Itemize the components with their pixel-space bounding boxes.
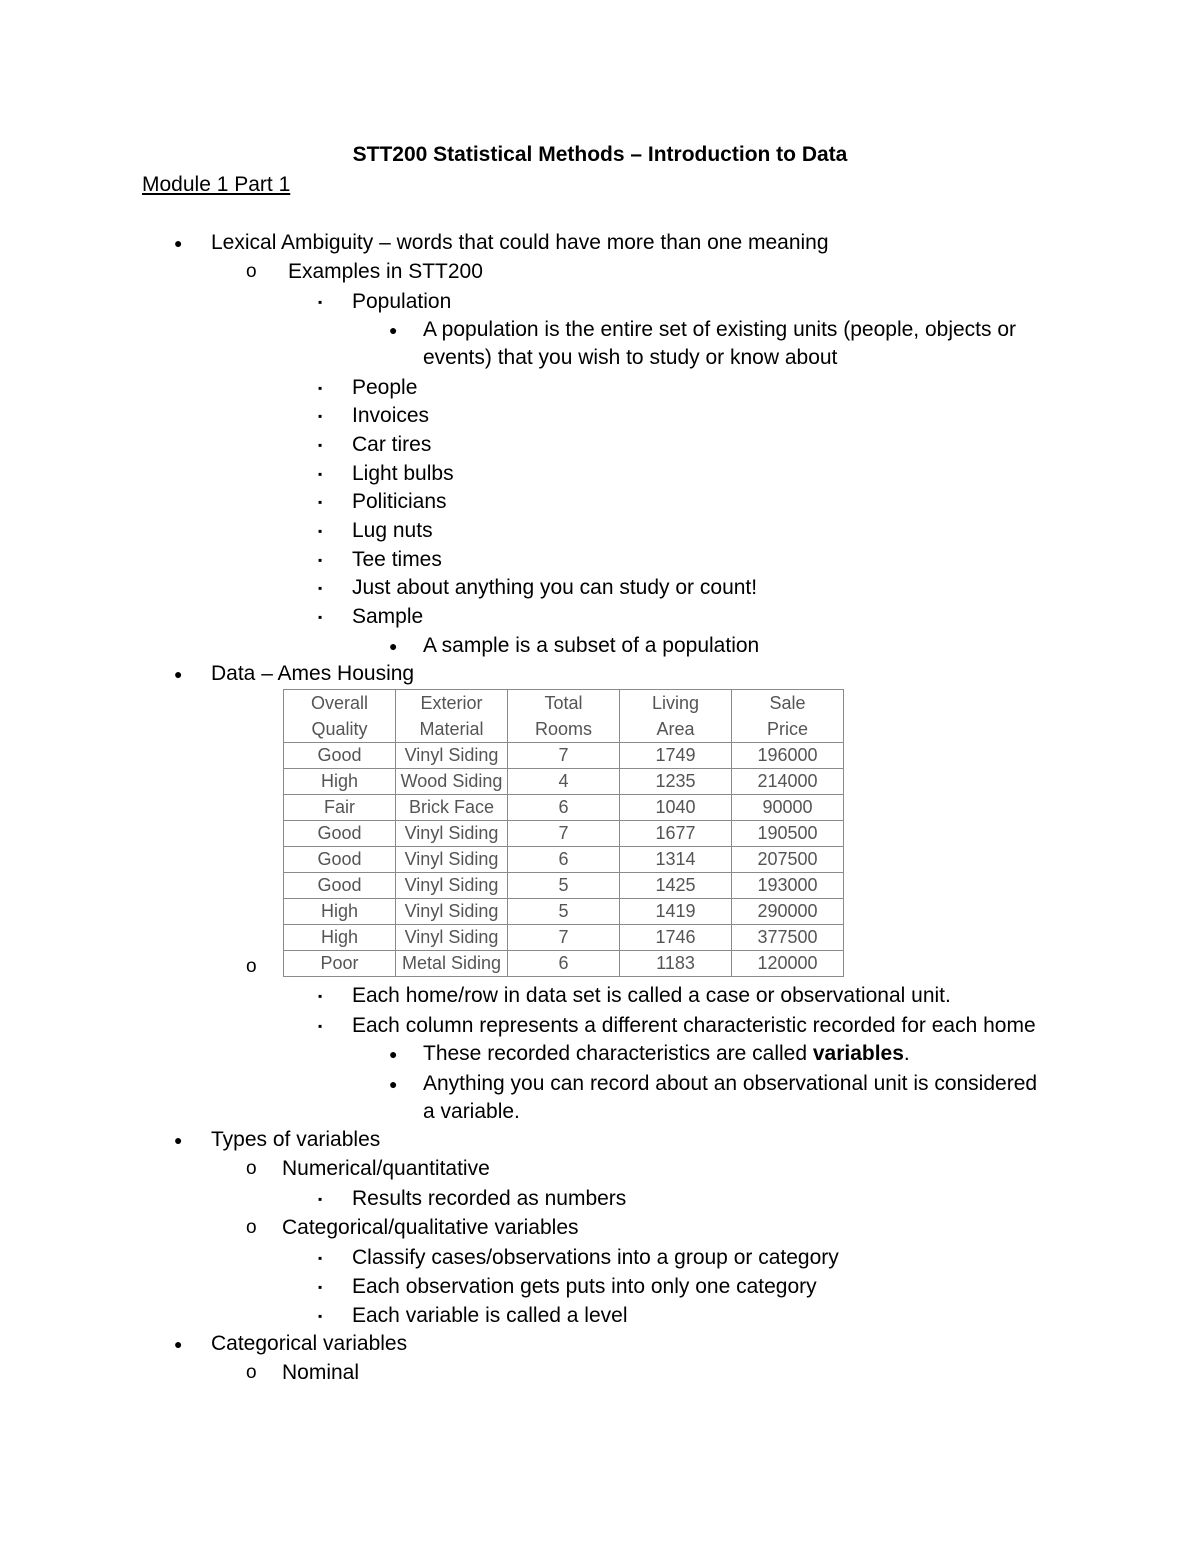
bullet-square: ▪ bbox=[318, 989, 323, 1003]
bullet-filled: ● bbox=[174, 1336, 183, 1352]
bullet-square: ▪ bbox=[318, 1309, 323, 1323]
population-item: Population bbox=[352, 290, 452, 313]
example-item: Politicians bbox=[352, 490, 447, 513]
example-item: Invoices bbox=[352, 404, 430, 427]
bullet-square: ▪ bbox=[318, 553, 323, 567]
bullet-square: ▪ bbox=[318, 1280, 323, 1294]
bullet-hollow: o bbox=[246, 1158, 257, 1179]
table-cell: High bbox=[284, 925, 396, 951]
numerical-item: Numerical/quantitative bbox=[282, 1157, 490, 1180]
table-cell: 7 bbox=[508, 925, 620, 951]
example-item: People bbox=[352, 376, 418, 399]
categorical-note: Each variable is called a level bbox=[352, 1304, 628, 1327]
column-header: Overall Quality bbox=[284, 690, 396, 743]
table-cell: 6 bbox=[508, 847, 620, 873]
table-row bbox=[284, 951, 844, 977]
bullet-filled: ● bbox=[389, 1046, 398, 1062]
bullet-square: ▪ bbox=[318, 467, 323, 481]
table-cell: 1677 bbox=[620, 821, 732, 847]
table-cell: Vinyl Siding bbox=[396, 847, 508, 873]
table-cell: Brick Face bbox=[396, 795, 508, 821]
table-cell: 1419 bbox=[620, 899, 732, 925]
categorical-variables-heading: Categorical variables bbox=[211, 1332, 408, 1355]
example-item: Lug nuts bbox=[352, 519, 433, 542]
bullet-square: ▪ bbox=[318, 1019, 323, 1033]
table-cell: Vinyl Siding bbox=[396, 873, 508, 899]
table-row bbox=[284, 743, 844, 769]
table-cell: Vinyl Siding bbox=[396, 899, 508, 925]
table-row bbox=[284, 899, 844, 925]
table-cell: 377500 bbox=[732, 925, 844, 951]
variables-note: These recorded characteristics are called variables. bbox=[423, 1042, 910, 1065]
table-cell: Metal Siding bbox=[396, 951, 508, 977]
case-note: Each home/row in data set is called a case or observational unit. bbox=[352, 984, 951, 1007]
anything-note-line-1: Anything you can record about an observational unit is considered bbox=[423, 1072, 1038, 1095]
table-cell: 90000 bbox=[732, 795, 844, 821]
table-cell: 1040 bbox=[620, 795, 732, 821]
table-cell: 6 bbox=[508, 951, 620, 977]
column-header: Sale Price bbox=[732, 690, 844, 743]
table-cell: 4 bbox=[508, 769, 620, 795]
bullet-square: ▪ bbox=[318, 610, 323, 624]
categorical-note: Each observation gets puts into only one category bbox=[352, 1275, 817, 1298]
bullet-square: ▪ bbox=[318, 495, 323, 509]
bullet-square: ▪ bbox=[318, 1251, 323, 1265]
table-cell: 214000 bbox=[732, 769, 844, 795]
example-item: Tee times bbox=[352, 548, 442, 571]
table-cell: Poor bbox=[284, 951, 396, 977]
bullet-square: ▪ bbox=[318, 581, 323, 595]
table-cell: 1749 bbox=[620, 743, 732, 769]
table-cell: 290000 bbox=[732, 899, 844, 925]
bullet-filled: ● bbox=[389, 1076, 398, 1092]
table-row bbox=[284, 925, 844, 951]
table-row bbox=[284, 795, 844, 821]
table-cell: High bbox=[284, 769, 396, 795]
column-header: Total Rooms bbox=[508, 690, 620, 743]
bullet-hollow: o bbox=[246, 956, 257, 977]
table-cell: 1746 bbox=[620, 925, 732, 951]
table-row bbox=[284, 873, 844, 899]
sample-definition: A sample is a subset of a population bbox=[423, 634, 760, 657]
table-cell: Fair bbox=[284, 795, 396, 821]
table-cell: 5 bbox=[508, 873, 620, 899]
table-cell: 193000 bbox=[732, 873, 844, 899]
bullet-filled: ● bbox=[389, 638, 398, 654]
table-cell: 1425 bbox=[620, 873, 732, 899]
bullet-filled: ● bbox=[174, 666, 183, 682]
table-cell: 1183 bbox=[620, 951, 732, 977]
population-definition-line-1: A population is the entire set of existing units (people, objects or bbox=[423, 318, 1017, 341]
bullet-square: ▪ bbox=[318, 381, 323, 395]
table-cell: 5 bbox=[508, 899, 620, 925]
table-cell: 207500 bbox=[732, 847, 844, 873]
population-definition-line-2: events) that you wish to study or know about bbox=[423, 346, 838, 369]
table-cell: High bbox=[284, 899, 396, 925]
anything-note-line-2: a variable. bbox=[423, 1100, 520, 1123]
table-cell: 120000 bbox=[732, 951, 844, 977]
page-title: STT200 Statistical Methods – Introduction to Data bbox=[352, 143, 848, 166]
bullet-hollow: o bbox=[246, 261, 257, 282]
table-cell: 190500 bbox=[732, 821, 844, 847]
numerical-note: Results recorded as numbers bbox=[352, 1187, 627, 1210]
lexical-ambiguity-heading: Lexical Ambiguity – words that could have more than one meaning bbox=[211, 231, 829, 254]
bullet-square: ▪ bbox=[318, 295, 323, 309]
module-heading: Module 1 Part 1 bbox=[142, 173, 291, 196]
bullet-hollow: o bbox=[246, 1217, 257, 1238]
bullet-filled: ● bbox=[174, 1132, 183, 1148]
example-item: Car tires bbox=[352, 433, 432, 456]
example-item: Just about anything you can study or count! bbox=[352, 576, 758, 599]
bullet-filled: ● bbox=[389, 322, 398, 338]
table-cell: 1235 bbox=[620, 769, 732, 795]
nominal-item: Nominal bbox=[282, 1361, 360, 1384]
table-cell: 6 bbox=[508, 795, 620, 821]
bullet-square: ▪ bbox=[318, 524, 323, 538]
table-cell: 7 bbox=[508, 821, 620, 847]
data-heading: Data – Ames Housing bbox=[211, 662, 415, 685]
table-header-row bbox=[284, 690, 844, 743]
variables-term: variables bbox=[812, 1042, 904, 1065]
examples-heading: Examples in STT200 bbox=[288, 260, 483, 283]
table-cell: Wood Siding bbox=[396, 769, 508, 795]
table-row bbox=[284, 769, 844, 795]
bullet-square: ▪ bbox=[318, 409, 323, 423]
sample-item: Sample bbox=[352, 605, 424, 628]
categorical-item: Categorical/qualitative variables bbox=[282, 1216, 579, 1239]
table-cell: Vinyl Siding bbox=[396, 925, 508, 951]
table-cell: 1314 bbox=[620, 847, 732, 873]
bullet-square: ▪ bbox=[318, 438, 323, 452]
table-cell: Good bbox=[284, 743, 396, 769]
ames-housing-table bbox=[283, 689, 844, 977]
table-cell: Good bbox=[284, 873, 396, 899]
table-cell: 7 bbox=[508, 743, 620, 769]
categorical-note: Classify cases/observations into a group or category bbox=[352, 1246, 839, 1269]
table-cell: Good bbox=[284, 847, 396, 873]
types-heading: Types of variables bbox=[211, 1128, 381, 1151]
column-note: Each column represents a different characteristic recorded for each home bbox=[352, 1014, 1036, 1037]
bullet-square: ▪ bbox=[318, 1192, 323, 1206]
table-row bbox=[284, 847, 844, 873]
column-header: Exterior Material bbox=[396, 690, 508, 743]
table-cell: Good bbox=[284, 821, 396, 847]
table-cell: Vinyl Siding bbox=[396, 743, 508, 769]
bullet-hollow: o bbox=[246, 1362, 257, 1383]
example-item: Light bulbs bbox=[352, 462, 454, 485]
table-cell: 196000 bbox=[732, 743, 844, 769]
column-header: Living Area bbox=[620, 690, 732, 743]
table-row bbox=[284, 821, 844, 847]
table-cell: Vinyl Siding bbox=[396, 821, 508, 847]
bullet-filled: ● bbox=[174, 235, 183, 251]
